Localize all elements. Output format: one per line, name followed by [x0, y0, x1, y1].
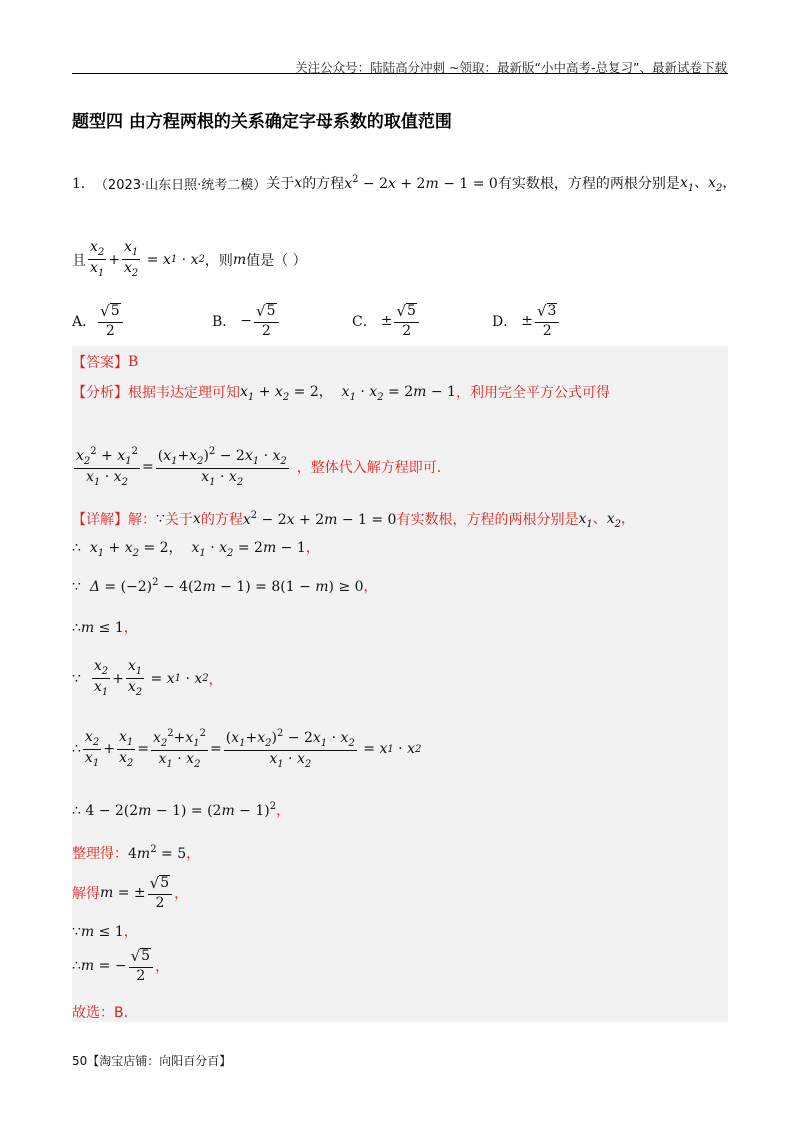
detail-line-5: ∵ $\frac{x_2}{x_1}$ + $\frac{x_1}{x_2}$ = x 1 · x 2 ， — [72, 658, 223, 698]
option-c-label: C． — [352, 314, 377, 331]
question-number: 1． — [72, 176, 95, 192]
analysis-text-3: ，整体代入解方程即可. — [296, 460, 442, 476]
page-number: 50 — [72, 1054, 88, 1068]
question-line-2 — [72, 240, 307, 279]
detail-var-x: x — [192, 511, 201, 527]
detail-text-1: 解： — [128, 512, 156, 528]
analysis-text-1: 根据韦达定理可知 — [128, 385, 240, 401]
detail-line-7: ∴ $4 - 2(2m - 1) = (2m - 1)^2$， — [72, 801, 291, 819]
answer-line — [72, 352, 138, 372]
detail-line-2: ∴ $x_1 + x_2 = 2$， $x_1 \cdot x_2 = 2m - 1$， — [72, 540, 320, 559]
line2-prefix: 且 — [72, 252, 86, 269]
line2-end: 值是（ ） — [246, 252, 307, 269]
analysis-tag: 【分析】 — [72, 385, 128, 401]
question-text-2: 的方程 — [302, 176, 345, 192]
solve-text: 解得 — [72, 886, 100, 903]
question-roots: $x_1$、$x_2$， — [679, 175, 737, 194]
analysis-text-2: ，利用完全平方公式可得 — [455, 385, 610, 401]
detail-line-8: 整理得： $4m^2 = 5$， — [72, 844, 201, 862]
detail-equation: $x^2 - 2x + 2m - 1 = 0$ — [242, 510, 397, 528]
option-c-sign: ± — [380, 313, 393, 330]
line2-suffix: ，则 — [204, 252, 233, 269]
option-b-label: B． — [212, 314, 237, 331]
detail-line-3: ∵ $\Delta = (-2)^2 - 4(2m - 1) = 8(1 - m) \ge 0$， — [72, 577, 378, 595]
option-c-value: √ 5 2 — [394, 303, 418, 339]
option-d-label: D． — [492, 314, 518, 331]
header-rule — [72, 73, 728, 74]
square-identity: $\frac{x_2^2 + x_1^2}{x_1 \cdot x_2}$ = $\frac{(x_1+x_2)^2 - 2x_1 \cdot x_2}{x_1 \cdot x_2}$ — [76, 446, 287, 488]
detail-roots: $x_1$、$x_2$， — [578, 511, 636, 530]
sorted-text: 整理得： — [72, 846, 128, 862]
option-d-value: √ 3 2 — [535, 303, 559, 339]
detail-line-10: ∵m ≤ 1， — [72, 924, 138, 940]
option-c[interactable] — [352, 303, 421, 339]
question-source: （2023·山东日照·统考二模） — [94, 177, 267, 193]
question-text-1: 关于 — [266, 176, 295, 192]
shop-text: 【淘宝店铺：向阳百分百】 — [87, 1054, 232, 1068]
choose-line — [72, 1002, 128, 1022]
because-symbol-1: ∵ — [156, 511, 165, 527]
analysis-line-1 — [72, 381, 610, 403]
detail-line-11: ∴ m = − √ 5 2 ， — [72, 947, 170, 984]
option-a-label: A． — [72, 314, 97, 331]
var-m: m — [232, 251, 247, 268]
option-b-sign: − — [240, 313, 253, 330]
detail-text-2: 关于 — [164, 512, 193, 528]
option-a[interactable] — [72, 303, 125, 339]
option-a-value: √ 5 2 — [98, 303, 122, 339]
detail-text-4: 有实数根，方程的两根分别是 — [396, 512, 579, 528]
analysis-line-2 — [72, 446, 441, 488]
detail-text-3: 的方程 — [200, 512, 243, 528]
option-d-sign: ± — [521, 313, 533, 330]
var-x: x — [294, 175, 303, 191]
detail-tag: 【详解】 — [72, 512, 128, 528]
vieta-formula: $x_1 + x_2 = 2$， $x_1 \cdot x_2 = 2m - 1$ — [240, 384, 456, 403]
detail-line-1 — [72, 508, 635, 530]
header-text: 关注公众号：陆陆高分冲刺 ~领取：最新版“小中高考-总复习”、最新试卷下载 — [295, 60, 727, 75]
choose-text: 故选：B. — [72, 1005, 129, 1021]
answer-tag: 【答案】 — [72, 355, 128, 371]
section-title: 题型四 由方程两根的关系确定字母系数的取值范围 — [72, 112, 452, 132]
question-line-1 — [72, 172, 736, 194]
detail-line-4: ∴m ≤ 1， — [72, 620, 138, 636]
question-equation: $x^2 - 2x + 2m - 1 = 0$ — [344, 174, 498, 192]
option-b-value: √ 5 2 — [254, 303, 278, 339]
condition-formula: $\frac{x_2}{x_1}$ + $\frac{x_1}{x_2}$ = x 1 · x 2 — [90, 239, 205, 279]
detail-line-6: ∴ $\frac{x_2}{x_1}$ + $\frac{x_1}{x_2}$ = $\frac{x_2^2+x_1^2}{x_1 \cdot x_2}$ = $\frac{(x_1+x_2)^2 - 2x_1 \cdot x_2}{x_1 \cdot x_2}$ = x 1 · x 2 — [72, 728, 422, 770]
answer-value: B — [128, 354, 139, 370]
footer — [72, 1052, 231, 1069]
option-b[interactable] — [212, 303, 281, 339]
detail-line-9: 解得 m = ± √ 5 2 ， — [72, 874, 189, 911]
question-text-3: 有实数根，方程的两根分别是 — [497, 176, 680, 192]
option-d[interactable] — [492, 303, 561, 339]
